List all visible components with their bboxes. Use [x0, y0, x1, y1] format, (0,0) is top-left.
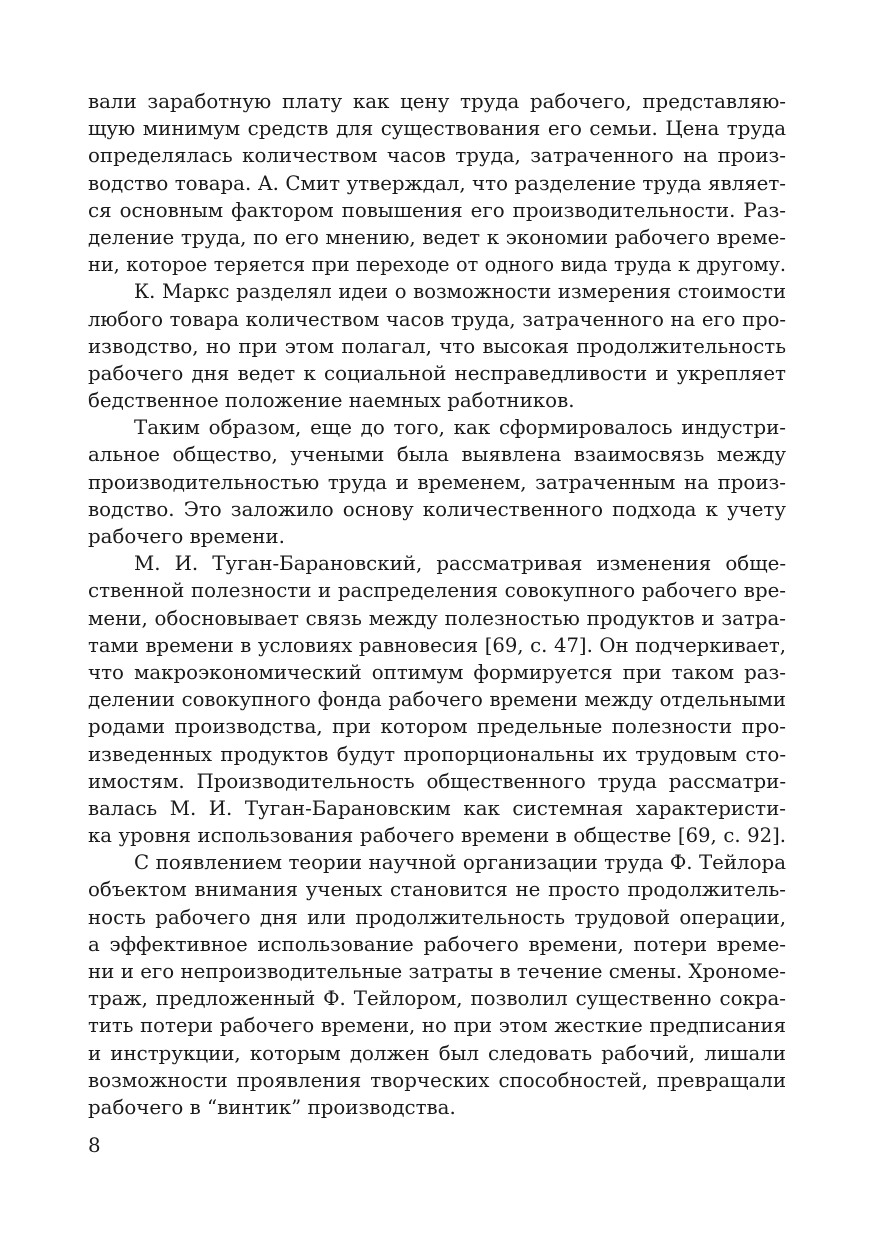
text-line: бедственное положение наемных работников. — [88, 389, 575, 413]
text-line: ка уровня использования рабочего времени в обществе [69, с. 92]. — [88, 824, 786, 848]
text-line: вали заработную плату как цену труда рабочего, представляю- — [88, 90, 786, 113]
text-line: Таким образом, еще до того, как сформировалось индустри- — [134, 416, 786, 440]
text-line: а эффективное использование рабочего времени, потери време- — [88, 932, 786, 956]
text-line: определялась количеством часов труда, затраченного на произ- — [88, 144, 786, 168]
text-line: К. Маркс разделял идеи о возможности измерения стоимости — [134, 280, 786, 304]
text-line: любого товара количеством часов труда, затраченного на его про- — [88, 307, 786, 331]
paragraph — [88, 414, 786, 550]
body-text — [88, 88, 786, 1121]
text-line: С появлением теории научной организации труда Ф. Тейлора — [134, 851, 786, 875]
text-line: ственной полезности и распределения совокупного рабочего вре- — [88, 579, 786, 603]
text-line: возможности проявления творческих способностей, превращали — [88, 1068, 786, 1092]
text-line: рабочего времени. — [88, 525, 285, 548]
paragraph — [88, 550, 786, 849]
text-line: ность рабочего дня или продолжительность трудовой операции, — [88, 905, 786, 929]
text-line: деление труда, по его мнению, ведет к экономии рабочего време- — [88, 225, 786, 249]
text-line: водство товара. А. Смит утверждал, что разделение труда являет- — [88, 171, 786, 195]
text-line: ни, которое теряется при переходе от одного вида труда к другому. — [88, 253, 786, 277]
text-line: ни и его непроизводительные затраты в течение смены. Хрономе- — [88, 960, 786, 983]
text-line: щую минимум средств для существования его семьи. Цена труда — [88, 117, 786, 141]
page-number: 8 — [88, 1134, 101, 1157]
paragraph — [88, 278, 786, 414]
text-line: изведенных продуктов будут пропорциональны их трудовым сто- — [88, 742, 786, 766]
text-line: тами времени в условиях равновесия [69, с. 47]. Он подчеркивает, — [88, 633, 786, 657]
text-line: траж, предложенный Ф. Тейлором, позволил существенно сокра- — [88, 987, 786, 1011]
text-line: рабочего дня ведет к социальной несправедливости и укрепляет — [88, 361, 786, 385]
text-line: и инструкции, которым должен был следовать рабочий, лишали — [88, 1041, 786, 1065]
text-line: делении совокупного фонда рабочего времени между отдельными — [88, 688, 786, 712]
text-line: мени, обосновывает связь между полезностью продуктов и затра- — [88, 606, 786, 630]
paragraph — [88, 88, 786, 278]
text-line: что макроэкономический оптимум формируется при таком раз- — [88, 660, 786, 684]
text-line: производительностью труда и временем, затраченным на произ- — [88, 470, 786, 494]
text-line: родами производства, при котором предельные полезности про- — [88, 715, 786, 739]
text-line: рабочего в “винтик” производства. — [88, 1095, 456, 1119]
text-line: водство. Это заложило основу количественного подхода к учету — [88, 497, 786, 521]
paragraph — [88, 849, 786, 1121]
text-line: М. И. Туган-Барановский, рассматривая изменения обще- — [134, 552, 786, 576]
text-line: валась М. И. Туган-Барановским как системная характеристи- — [88, 796, 786, 820]
text-line: имостям. Производительность общественного труда рассматри- — [88, 769, 786, 793]
text-line: альное общество, учеными была выявлена взаимосвязь между — [88, 443, 786, 467]
text-line: ся основным фактором повышения его производительности. Раз- — [88, 198, 786, 222]
text-line: изводство, но при этом полагал, что высокая продолжительность — [88, 334, 786, 358]
text-line: тить потери рабочего времени, но при этом жесткие предписания — [88, 1014, 786, 1038]
text-line: объектом внимания ученых становится не просто продолжитель- — [88, 878, 786, 902]
